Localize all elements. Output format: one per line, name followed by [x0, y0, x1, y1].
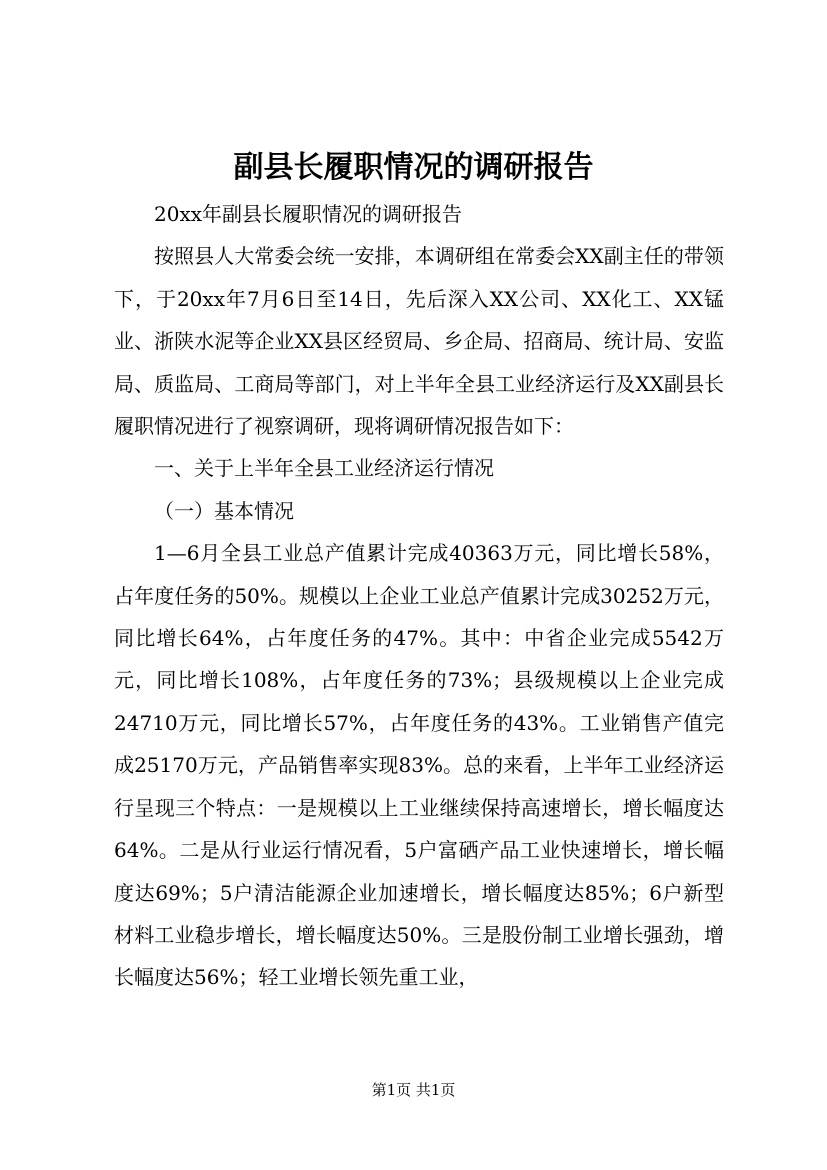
document-title: 副县长履职情况的调研报告	[233, 150, 594, 185]
document-body	[114, 193, 724, 999]
data-paragraph: 1—6月全县工业总产值累计完成40363万元，同比增长58%，占年度任务的50%。规模以上企业工业总产值累计完成30252万元，同比增长64%，占年度任务的47%。其中：中省企业完成5542万元，同比增长108%，占年度任务的73%；县级规模以上企业完成24710万元，同比增长57%，占年度任务的43%。工业销售产值完成25170万元，产品销售率实现83%。总的来看，上半年工业经济运行呈现三个特点：一是规模以上工业继续保持高速增长，增长幅度达64%。二是从行业运行情况看，5户富硒产品工业快速增长，增长幅度达69%；5户清洁能源企业加速增长，增长幅度达85%；6户新型材料工业稳步增长，增长幅度达50%。三是股份制工业增长强劲，增长幅度达56%；轻工业增长领先重工业，	[114, 541, 724, 990]
section-heading: 一、关于上半年全县工业经济运行情况	[154, 456, 494, 481]
intro-paragraph: 按照县人大常委会统一安排，本调研组在常委会XX副主任的带领下，于20xx年7月6日至14日，先后深入XX公司、XX化工、XX锰业、浙陕水泥等企业XX县区经贸局、乡企局、招商局、统计局、安监局、质监局、工商局等部门，对上半年全县工业经济运行及XX副县长履职情况进行了视察调研，现将调研情况报告如下：	[114, 244, 724, 439]
subsection-heading: （一）基本情况	[154, 498, 294, 523]
page-footer: 第1页 共1页	[371, 1081, 456, 1099]
subtitle-paragraph: 20xx年副县长履职情况的调研报告	[154, 202, 463, 226]
